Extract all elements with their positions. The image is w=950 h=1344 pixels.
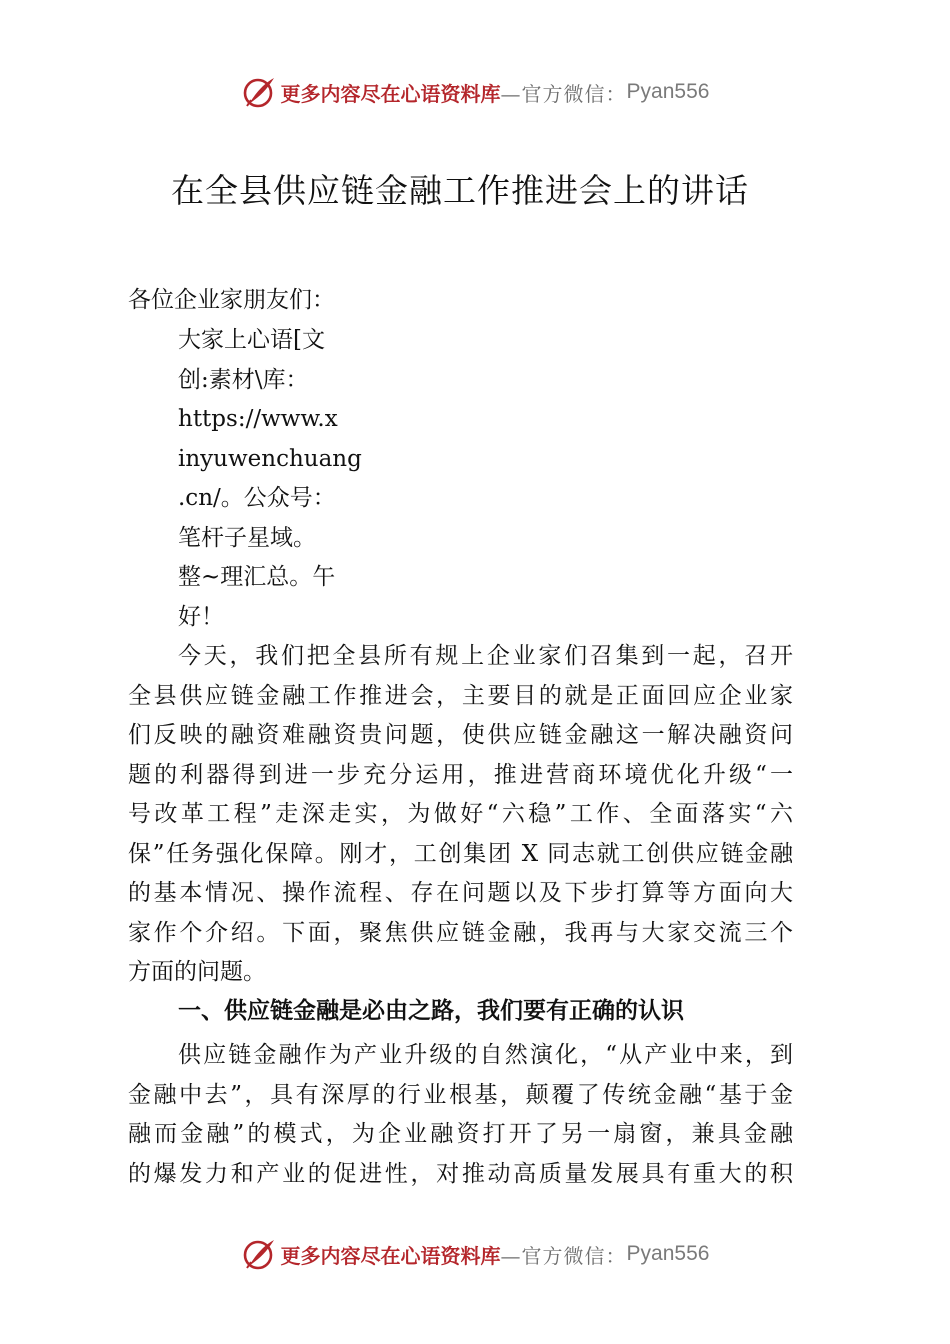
text-line: 们反映的融资难融资贵问题，使供应链金融这一解决融资问 [128, 722, 793, 748]
text-line: 号改革工程”走深走实，为做好“六稳”工作、全面落实“六 [128, 801, 793, 827]
footer-watermark-banner [0, 1232, 950, 1276]
greeting-line: 整~理汇总。午 [178, 564, 336, 590]
text-line: 融而金融”的模式，为企业融资打开了另一扇窗，兼具金融 [128, 1121, 793, 1147]
text-line: 今天，我们把全县所有规上企业家们召集到一起，召开 [178, 643, 793, 669]
greeting-line: 创:素材\库： [178, 366, 309, 393]
header-watermark-banner [0, 70, 950, 114]
greeting-line: .cn/。公众号： [178, 485, 336, 511]
paragraph-intro [128, 637, 793, 993]
banner-wechat-label: —官方微信： [500, 81, 627, 106]
text-line: 家作个介绍。下面，聚焦供应链金融，我再与大家交流三个 [128, 919, 793, 946]
greeting-line: 好！ [178, 603, 224, 630]
greeting-block [178, 321, 362, 637]
text-line: 题的利器得到进一步充分运用，推进营商环境优化升级“一 [128, 761, 793, 788]
greeting-line: 笔杆子星域。 [178, 524, 316, 551]
text-line: 的爆发力和产业的促进性，对推动高质量发展具有重大的积 [128, 1160, 793, 1187]
document-title: 在全县供应链金融工作推进会上的讲话 [171, 171, 749, 210]
text-line: 保”任务强化保障。刚才，工创集团 X 同志就工创供应链金融 [128, 840, 793, 867]
text-line: 金融中去”，具有深厚的行业根基，颠覆了传统金融“基于金 [128, 1081, 793, 1108]
text-line: 方面的问题。 [128, 959, 266, 985]
text-line: 全县供应链金融工作推进会，主要目的就是正面回应企业家 [128, 682, 793, 709]
text-line: 的基本情况、操作流程、存在问题以及下步打算等方面向大 [128, 880, 793, 906]
quill-circle-icon [241, 74, 277, 110]
text-line: 供应链金融作为产业升级的自然演化，“从产业中来，到 [178, 1042, 793, 1068]
greeting-line: inyuwenchuang [178, 445, 362, 472]
section-heading-1: 一、供应链金融是必由之路，我们要有正确的认识 [178, 998, 684, 1024]
banner-wechat-label: —官方微信： [500, 1243, 627, 1268]
banner-site-name: 更多内容尽在心语资料库 [280, 1243, 501, 1268]
banner-wechat-id: Pyan556 [626, 1242, 710, 1265]
banner-wechat-id: Pyan556 [626, 80, 710, 103]
greeting-line: 大家上心语[文 [178, 327, 325, 353]
salutation: 各位企业家朋友们： [128, 287, 335, 313]
paragraph-section-1 [128, 1036, 793, 1194]
quill-circle-icon [241, 1236, 277, 1272]
banner-site-name: 更多内容尽在心语资料库 [280, 81, 501, 106]
greeting-line: https://www.x [178, 406, 338, 432]
